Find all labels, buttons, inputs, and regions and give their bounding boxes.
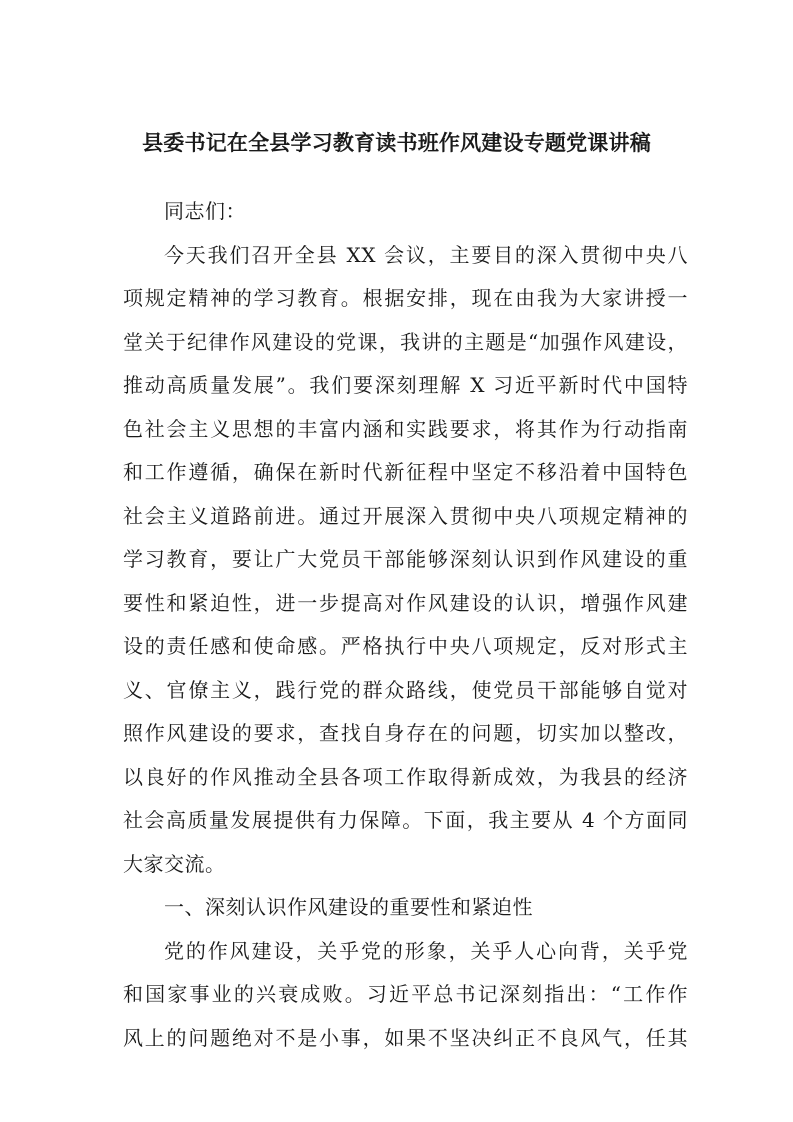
paragraph-1-line: 今天我们召开全县 XX 会议，主要目的深入贯彻中央八 (164, 242, 688, 267)
paragraph-1-line: 和工作遵循，确保在新时代新征程中坚定不移沿着中国特色 (123, 460, 688, 484)
paragraph-1-line: 大家交流。 (123, 851, 226, 876)
paragraph-1-line: 照作风建设的要求，查找自身存在的问题，切实加以整改， (123, 721, 688, 745)
paragraph-1-line: 设的责任感和使命感。严格执行中央八项规定，反对形式主 (123, 634, 688, 658)
paragraph-1-line: 色社会主义思想的丰富内涵和实践要求，将其作为行动指南 (123, 416, 688, 441)
paragraph-1-line: 社会高质量发展提供有力保障。下面，我主要从 4 个方面同 (123, 808, 688, 832)
paragraph-1-line: 学习教育，要让广大党员干部能够深刻认识到作风建设的重 (123, 547, 688, 571)
paragraph-1-line: 推动高质量发展”。我们要深刻理解 X 习近平新时代中国特 (123, 373, 688, 397)
paragraph-1-line: 堂关于纪律作风建设的党课，我讲的主题是“加强作风建设， (123, 329, 688, 354)
paragraph-1-line: 义、官僚主义，践行党的群众路线，使党员干部能够自觉对 (123, 677, 688, 702)
document-title: 县委书记在全县学习教育读书班作风建设专题党课讲稿 (142, 130, 651, 155)
paragraph-1-line: 以良好的作风推动全县各项工作取得新成效，为我县的经济 (123, 764, 688, 789)
paragraph-1-line: 项规定精神的学习教育。根据安排，现在由我为大家讲授一 (123, 286, 688, 310)
paragraph-1-line: 社会主义道路前进。通过开展深入贯彻中央八项规定精神的 (123, 503, 688, 528)
greeting-line: 同志们： (164, 199, 246, 223)
paragraph-2-line: 和国家事业的兴衰成败。习近平总书记深刻指出：“工作作 (123, 982, 688, 1006)
document-body (123, 190, 688, 1060)
section-1-heading: 一、深刻认识作风建设的重要性和紧迫性 (164, 895, 533, 919)
paragraph-2-line: 党的作风建设，关乎党的形象，关乎人心向背，关乎党 (164, 938, 688, 963)
paragraph-1-line: 要性和紧迫性，进一步提高对作风建设的认识，增强作风建 (123, 590, 688, 615)
paragraph-2-line: 风上的问题绝对不是小事，如果不坚决纠正不良风气，任其 (123, 1025, 688, 1050)
